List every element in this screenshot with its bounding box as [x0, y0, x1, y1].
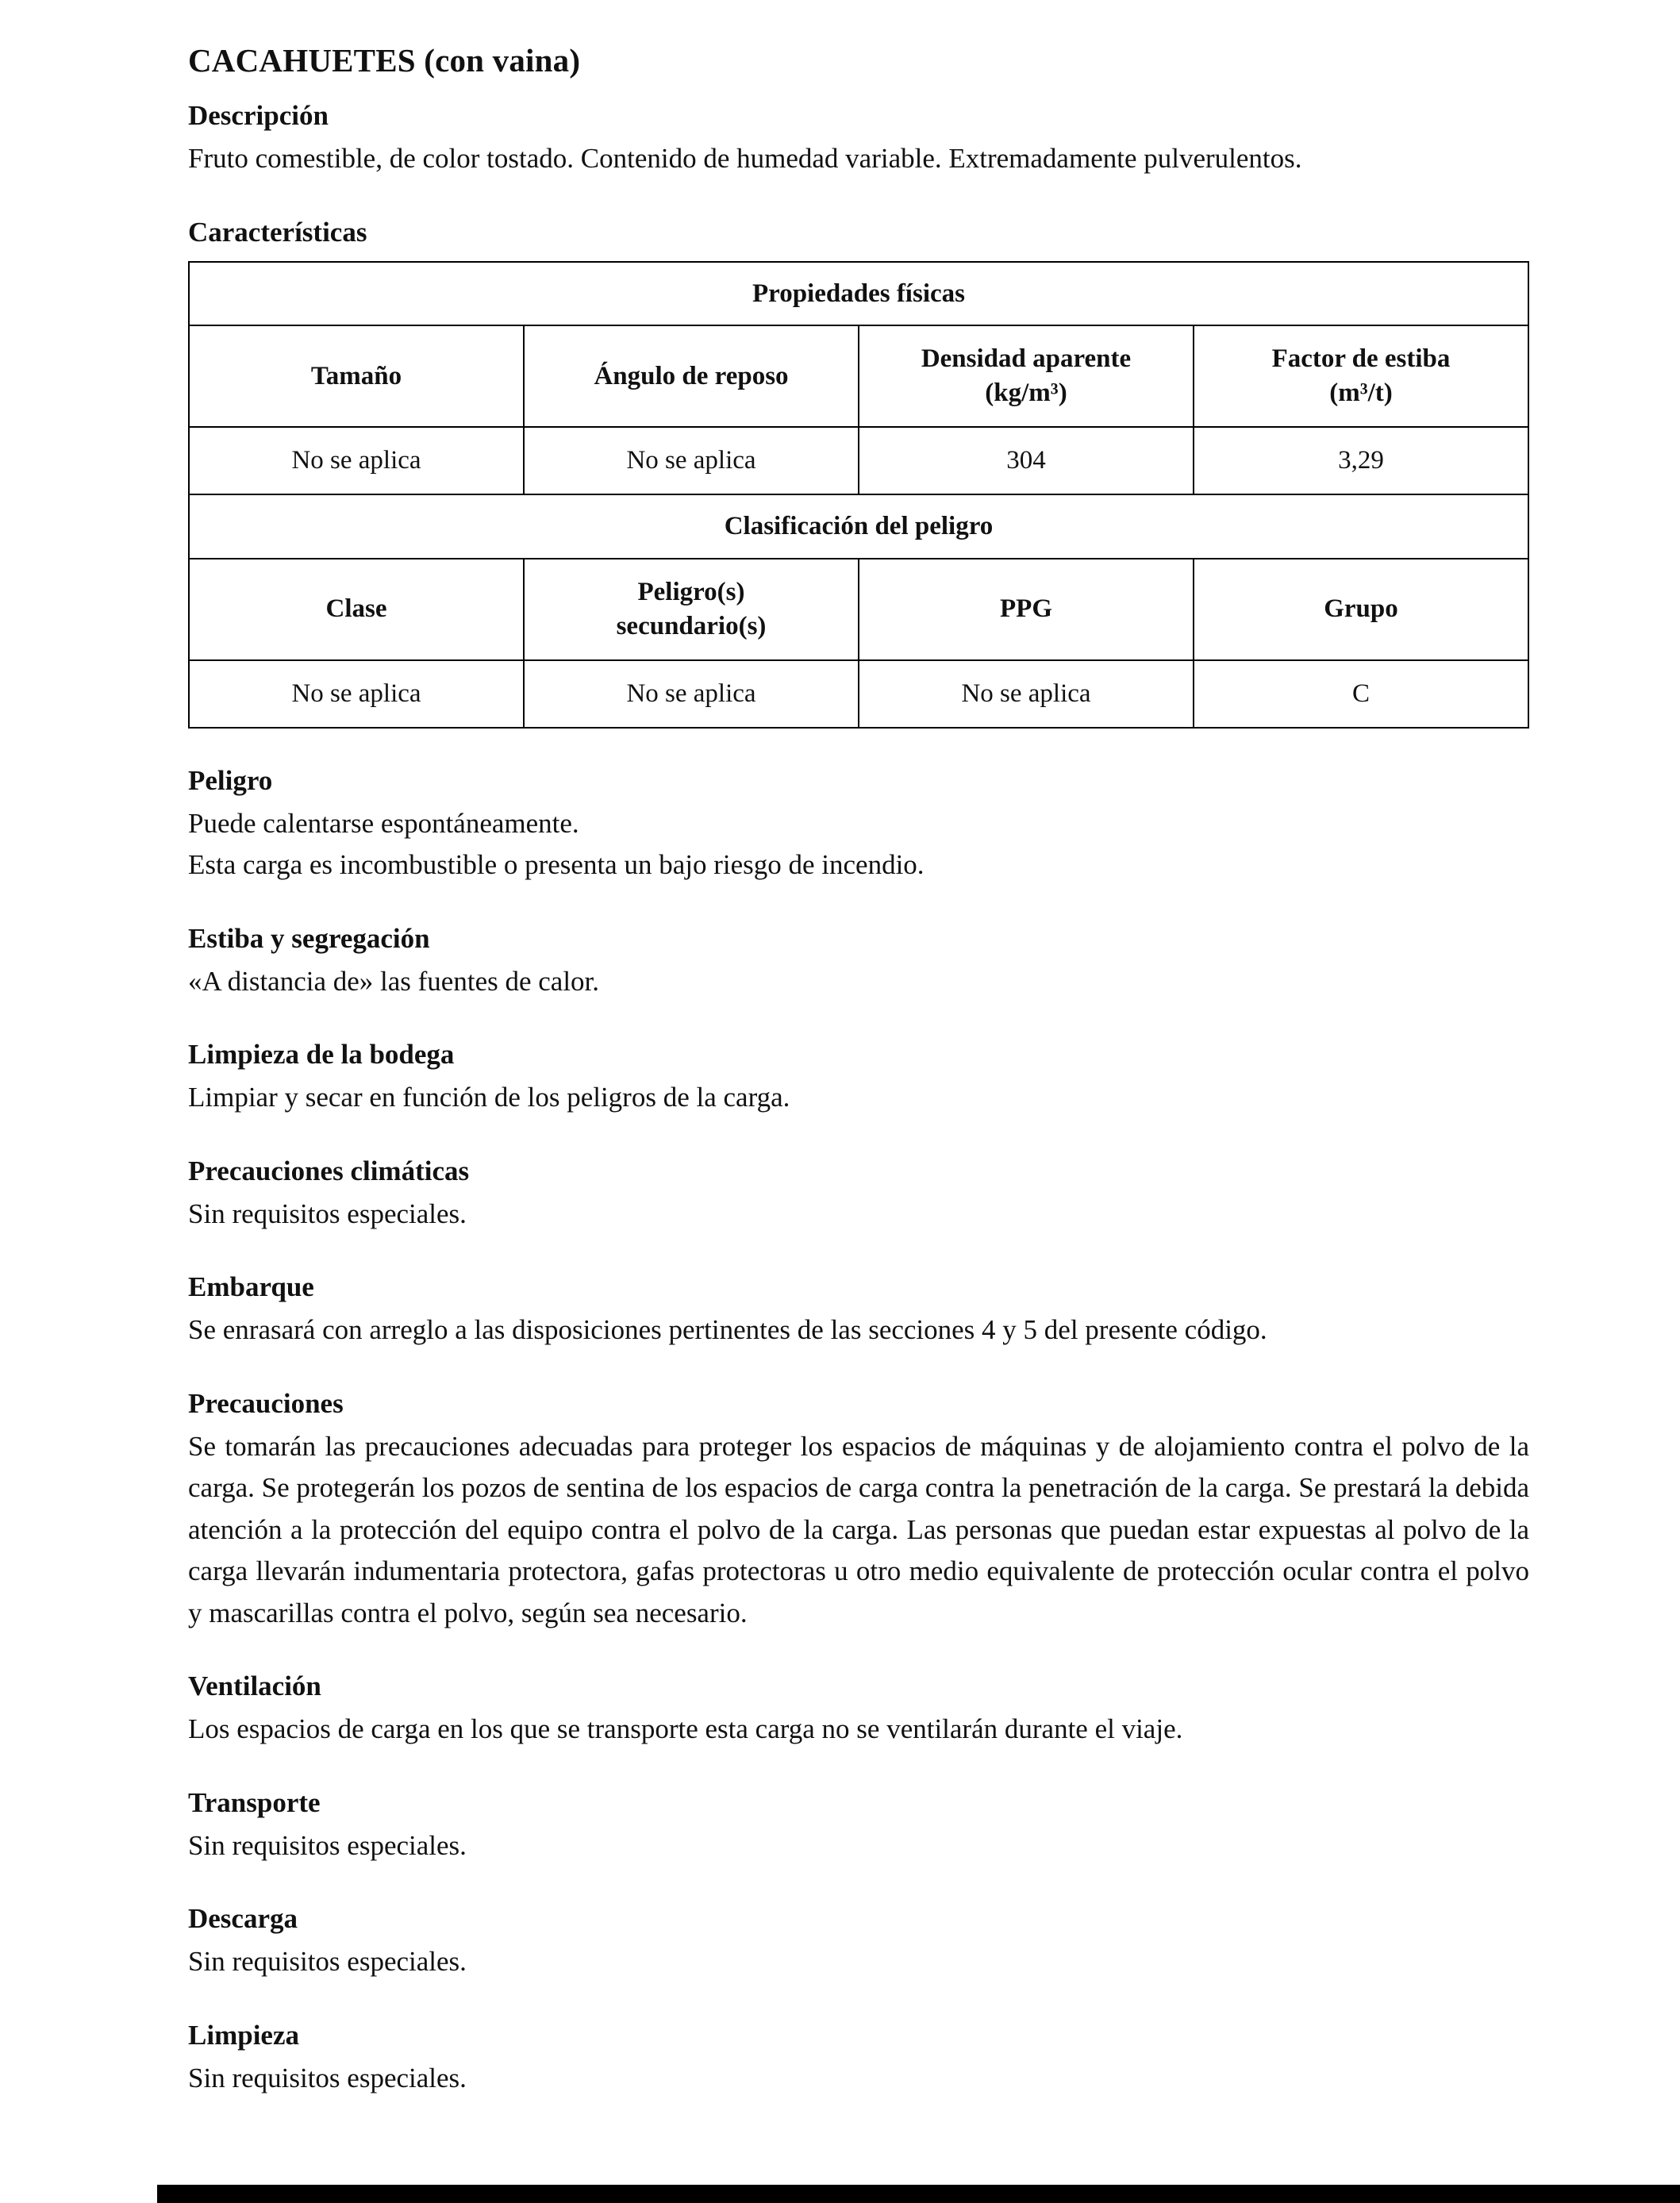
cell-angulo-value: No se aplica [524, 427, 859, 494]
column-header-label: Factor de estiba [1271, 344, 1451, 374]
section-text: Fruto comestible, de color tostado. Contenido de humedad variable. Extremadamente pulverulentos. [188, 143, 1302, 174]
column-header-unit: (kg/m³) [985, 379, 1067, 408]
section-descripcion [188, 100, 1529, 180]
section-text: Los espacios de carga en los que se transporte esta carga no se ventilarán durante el viaje. [188, 1713, 1183, 1745]
column-header-unit: (m³/t) [1329, 379, 1393, 408]
section-transporte [188, 1787, 1529, 1867]
section-text: Limpiar y secar en función de los peligros de la carga. [188, 1082, 790, 1113]
column-header-angulo-de-reposo [524, 325, 859, 427]
section-heading-limpieza: Limpieza [188, 2019, 299, 2051]
table-row [189, 325, 1528, 427]
column-header-label: PPG [1000, 594, 1052, 624]
section-heading-transporte: Transporte [188, 1786, 321, 1818]
section-text: Sin requisitos especiales. [188, 1829, 467, 1861]
column-header-label: Tamaño [310, 361, 402, 390]
cell-grupo-value: C [1194, 660, 1528, 728]
section-heading-ventilacion: Ventilación [188, 1671, 321, 1702]
section-text: «A distancia de» las fuentes de calor. [188, 965, 600, 997]
cell-factor-estiba-value: 3,29 [1194, 427, 1528, 494]
cell-tamano-value: No se aplica [189, 427, 524, 494]
section-text: Sin requisitos especiales. [188, 1198, 467, 1229]
column-header-label: Peligro(s) [637, 577, 745, 606]
section-heading-caracteristicas: Características [188, 216, 367, 248]
column-header-label: Grupo [1324, 594, 1398, 624]
cell-ppg-value: No se aplica [859, 660, 1194, 728]
section-limpieza [188, 2020, 1529, 2100]
section-descarga [188, 1903, 1529, 1983]
section-heading-embarque: Embarque [188, 1271, 314, 1303]
column-header-label2: secundario(s) [616, 611, 767, 640]
column-header-label: Densidad aparente [921, 344, 1132, 374]
column-header-grupo [1194, 559, 1528, 660]
table-row [189, 427, 1528, 494]
section-ventilacion [188, 1671, 1529, 1751]
column-header-peligro-secundario [524, 559, 859, 660]
section-heading-peligro: Peligro [188, 764, 273, 796]
section-text: Sin requisitos especiales. [188, 2062, 467, 2093]
properties-table [188, 261, 1529, 729]
column-header-ppg [859, 559, 1194, 660]
section-text: Esta carga es incombustible o presenta un bajo riesgo de incendio. [188, 849, 925, 881]
column-header-label: Clase [325, 594, 387, 624]
column-header-factor-de-estiba [1194, 325, 1528, 427]
document-page [188, 41, 1529, 2099]
cell-densidad-value: 304 [859, 427, 1194, 494]
section-heading-estiba: Estiba y segregación [188, 922, 430, 954]
table-section-header-hazard: Clasificación del peligro [189, 494, 1528, 559]
table-section-header-physical: Propiedades físicas [189, 262, 1528, 326]
table-row [189, 660, 1528, 728]
section-heading-limpieza-bodega: Limpieza de la bodega [188, 1039, 455, 1071]
table-row [189, 262, 1528, 326]
table-row [189, 494, 1528, 559]
section-caracteristicas [188, 217, 1529, 729]
section-heading-precauciones-climaticas: Precauciones climáticas [188, 1155, 470, 1186]
page-bottom-scan-bar [157, 2185, 1680, 2203]
column-header-tamano [189, 325, 524, 427]
section-precauciones [188, 1388, 1529, 1635]
section-heading-precauciones: Precauciones [188, 1387, 344, 1419]
cell-peligro-secundario-value: No se aplica [524, 660, 859, 728]
section-text: Se tomarán las precauciones adecuadas para proteger los espacios de máquinas y de alojamiento contra el polvo de la carga. Se protegerán los pozos de sentina de los espacios de carga contra la penetración de la carga. Se prestará la debida atención a la protección del equipo contra el polvo de la carga. Las personas que puedan estar expuestas al polvo de la carga llevarán indumentaria protectora, gafas protectoras u otro medio equivalente de protección ocular contra el polvo y mascarillas contra el polvo, según sea necesario. [188, 1430, 1529, 1628]
column-header-label: Ángulo de reposo [594, 361, 789, 390]
section-heading-descripcion: Descripción [188, 100, 329, 131]
section-embarque [188, 1271, 1529, 1351]
section-limpieza-de-la-bodega [188, 1039, 1529, 1119]
section-text: Se enrasará con arreglo a las disposiciones pertinentes de las secciones 4 y 5 del presente código. [188, 1314, 1267, 1346]
section-text: Sin requisitos especiales. [188, 1946, 467, 1978]
section-precauciones-climaticas [188, 1155, 1529, 1236]
section-heading-descarga: Descarga [188, 1903, 298, 1935]
section-peligro [188, 765, 1529, 886]
table-row [189, 559, 1528, 660]
column-header-clase [189, 559, 524, 660]
cell-clase-value: No se aplica [189, 660, 524, 728]
page-title: CACAHUETES (con vaina) [188, 42, 581, 79]
section-text: Puede calentarse espontáneamente. [188, 807, 579, 839]
section-estiba-y-segregacion [188, 923, 1529, 1003]
column-header-densidad-aparente [859, 325, 1194, 427]
